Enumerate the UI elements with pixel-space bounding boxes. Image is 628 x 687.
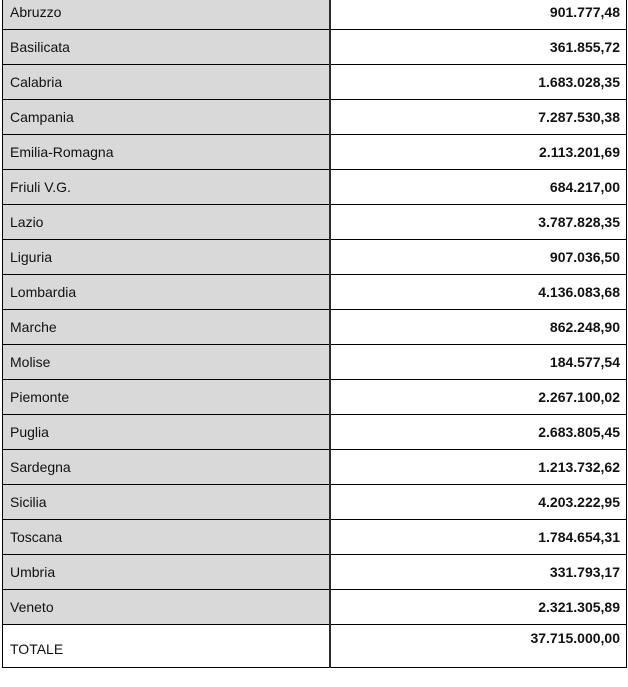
table-row [3,170,627,205]
region-amount-cell: 331.793,17 [330,555,627,590]
region-name-cell: Piemonte [3,380,330,415]
region-name-cell: Sardegna [3,450,330,485]
table-row [3,520,627,555]
region-amount-cell: 2.267.100,02 [330,380,627,415]
region-amount-cell: 684.217,00 [330,170,627,205]
region-name-cell: Umbria [3,555,330,590]
region-name-cell: Marche [3,310,330,345]
region-amount-cell: 2.683.805,45 [330,415,627,450]
region-amount-cell: 2.113.201,69 [330,135,627,170]
total-label-cell: TOTALE [3,625,330,668]
region-amount-cell: 4.203.222,95 [330,485,627,520]
region-name-cell: Friuli V.G. [3,170,330,205]
region-amount-cell: 1.213.732,62 [330,450,627,485]
region-amount-cell: 1.683.028,35 [330,65,627,100]
region-name-cell: Campania [3,100,330,135]
total-amount-cell: 37.715.000,00 [330,625,627,668]
table-row [3,555,627,590]
region-name-cell: Basilicata [3,30,330,65]
region-name-cell: Puglia [3,415,330,450]
table-row [3,100,627,135]
region-amount-cell: 3.787.828,35 [330,205,627,240]
region-amount-cell: 901.777,48 [330,0,627,30]
region-amount-cell: 4.136.083,68 [330,275,627,310]
table-row [3,380,627,415]
table-row [3,450,627,485]
region-amount-cell: 2.321.305,89 [330,590,627,625]
region-name-cell: Toscana [3,520,330,555]
region-amount-cell: 862.248,90 [330,310,627,345]
region-name-cell: Calabria [3,65,330,100]
region-amount-cell: 7.287.530,38 [330,100,627,135]
region-amount-cell: 361.855,72 [330,30,627,65]
table-row [3,310,627,345]
region-name-cell: Emilia-Romagna [3,135,330,170]
table-row [3,345,627,380]
region-amount-cell: 1.784.654,31 [330,520,627,555]
region-amount-cell: 184.577,54 [330,345,627,380]
table-row [3,415,627,450]
region-name-cell: Veneto [3,590,330,625]
table-row [3,0,627,30]
region-name-cell: Sicilia [3,485,330,520]
regional-allocation-table [2,0,627,668]
region-name-cell: Molise [3,345,330,380]
region-name-cell: Lazio [3,205,330,240]
region-amount-cell: 907.036,50 [330,240,627,275]
region-name-cell: Liguria [3,240,330,275]
table-row [3,65,627,100]
table-row [3,485,627,520]
table-row [3,205,627,240]
total-row [3,625,627,668]
table-body [3,0,627,668]
region-name-cell: Abruzzo [3,0,330,30]
table-row [3,135,627,170]
region-name-cell: Lombardia [3,275,330,310]
table-row [3,30,627,65]
table-row [3,590,627,625]
table-row [3,240,627,275]
table-row [3,275,627,310]
